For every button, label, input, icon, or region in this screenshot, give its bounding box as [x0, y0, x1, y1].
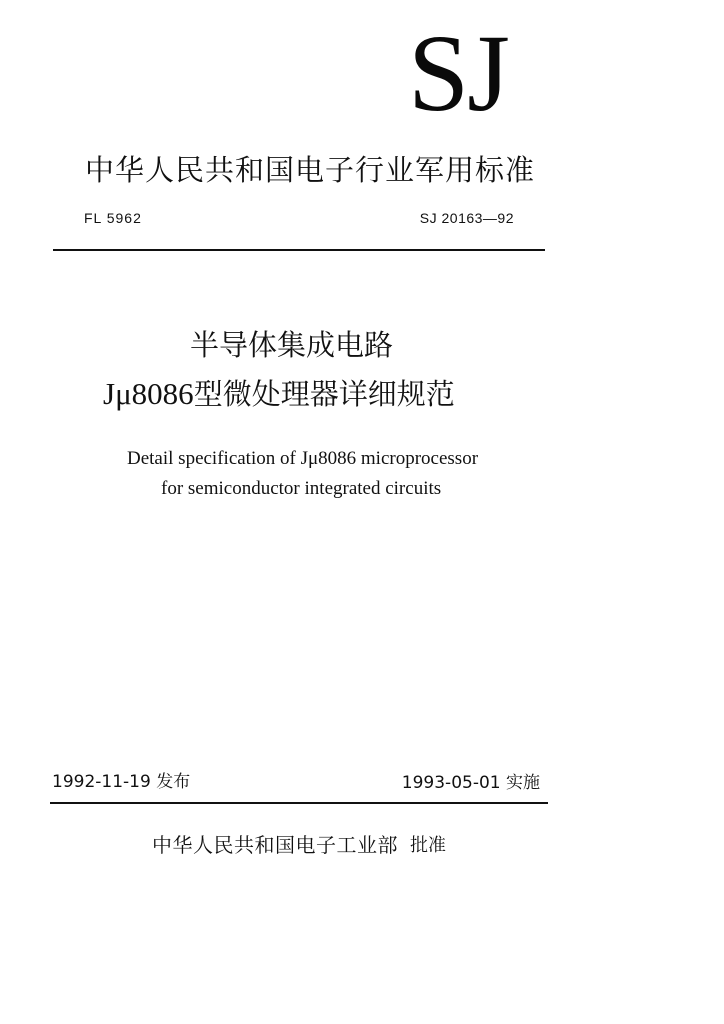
classification-code: FL 5962	[84, 210, 142, 226]
document-title-en-line1: Detail specification of Jμ8086 microprocessor	[127, 448, 479, 469]
issue-date: 1992-11-19 发布	[52, 772, 191, 792]
approving-authority: 中华人民共和国电子工业部	[152, 833, 398, 857]
document-title-cn-line1: 半导体集成电路	[190, 328, 394, 362]
document-title-en-line2: for semiconductor integrated circuits	[161, 478, 442, 499]
model-number: Jμ8086	[103, 376, 194, 411]
footer-divider	[50, 802, 548, 804]
standard-category-title: 中华人民共和国电子行业军用标准	[85, 153, 536, 187]
document-title-cn-line2	[103, 374, 455, 414]
effective-date: 1993-05-01 实施	[401, 773, 540, 793]
approval-label: 批准	[410, 835, 446, 856]
sj-logo: SJ	[408, 12, 508, 134]
header-divider	[53, 249, 545, 251]
standard-number: SJ 20163—92	[419, 210, 514, 226]
document-title-cn-line2-rest: 型微处理器详细规范	[193, 377, 455, 411]
